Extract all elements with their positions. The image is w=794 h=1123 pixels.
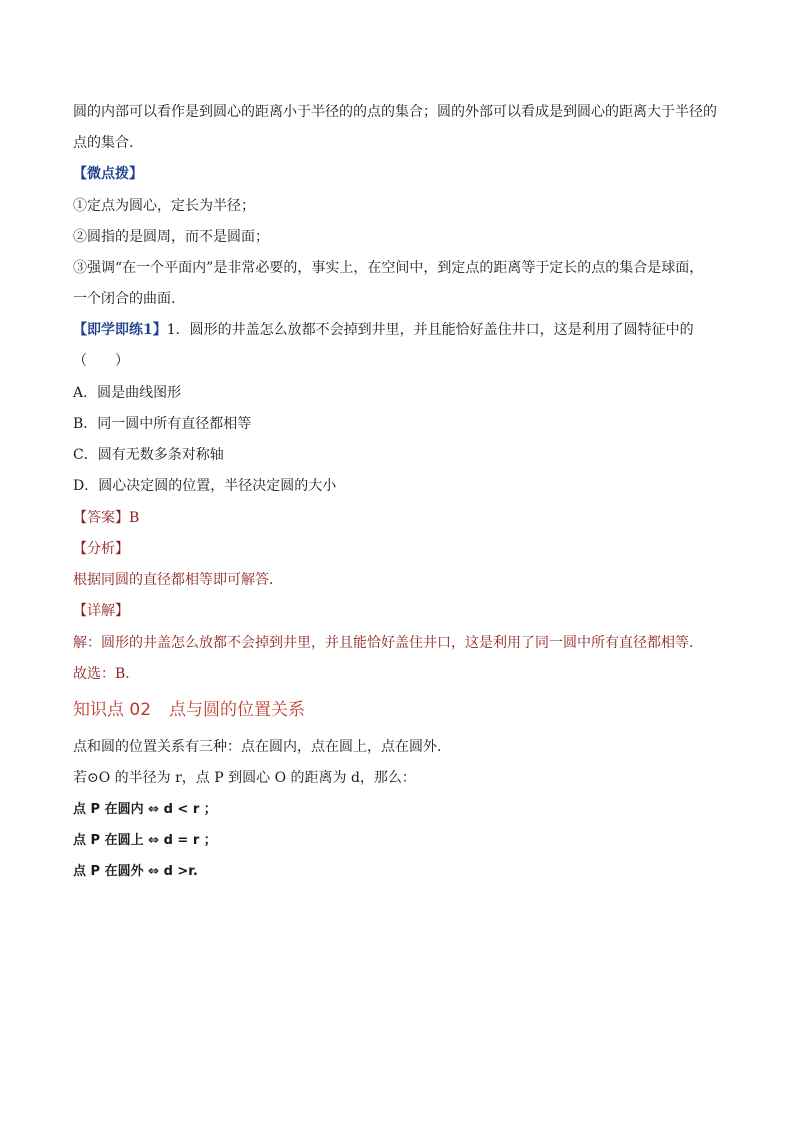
section-title: 点与圆的位置关系 [169,700,306,720]
analysis-label: 【分析】 [73,541,129,557]
relation-outside-left: 点 P 在圆外 [73,864,144,879]
option-d: D．圆心决定圆的位置，半径决定圆的大小 [73,478,337,494]
weidianbo-item-2: ②圆指的是圆周，而不是圆面； [73,229,269,245]
intro-line-2: 点的集合. [73,135,134,151]
analysis-text: 根据同圆的直径都相等即可解答． [73,572,283,588]
weidianbo-item-1: ①定点为圆心，定长为半径； [73,198,255,214]
exercise-question-blank: （ ） [73,353,129,369]
detail-text: 解：圆形的井盖怎么放都不会掉到井里，并且能恰好盖住井口，这是利用了同一圆中所有直径都相等． [73,635,703,651]
answer-row [73,508,139,528]
exercise-question [73,320,694,340]
weidianbo-item-3-line-1: ③强调“在一个平面内”是非常必要的，事实上，在空间中，到定点的距离等于定长的点的集合是球面， [73,260,704,276]
section-number: 知识点 02 [73,700,152,720]
option-a: A．圆是曲线图形 [73,385,182,401]
choice-text: 故选：B． [73,666,140,682]
section-paragraph-1: 点和圆的位置关系有三种：点在圆内，点在圆上，点在圆外. [73,739,442,755]
section-paragraph-2: 若⊙O 的半径为 r，点 P 到圆心 O 的距离为 d，那么： [73,770,416,786]
exercise-question-text: 1．圆形的井盖怎么放都不会掉到井里，并且能恰好盖住井口，这是利用了圆特征中的 [166,322,694,338]
relation-outside [73,862,198,882]
relation-on-left: 点 P 在圆上 [73,833,144,848]
intro-line-1: 圆的内部可以看作是到圆心的距离小于半径的的点的集合；圆的外部可以看成是到圆心的距离大于半径的 [73,104,717,120]
equivalence-arrow-icon: ⇔ [148,802,160,817]
weidianbo-item-3-line-2: 一个闭合的曲面. [73,291,176,307]
section-heading [73,699,305,721]
equivalence-arrow-icon: ⇔ [148,833,160,848]
relation-inside-left: 点 P 在圆内 [73,802,144,817]
weidianbo-label: 【微点拨】 [73,166,143,182]
answer-value: B [129,510,140,526]
detail-label: 【详解】 [73,603,129,619]
relation-on [73,831,217,851]
relation-outside-right: d >r. [163,864,198,879]
option-b: B．同一圆中所有直径都相等 [73,416,252,432]
exercise-label: 【即学即练1】 [73,322,167,338]
option-c: C．圆有无数多条对称轴 [73,447,224,463]
answer-label: 【答案】 [73,510,129,526]
relation-inside-right: d < r ； [163,802,217,817]
relation-inside [73,800,217,820]
relation-on-right: d = r ； [163,833,217,848]
equivalence-arrow-icon: ⇔ [148,864,160,879]
